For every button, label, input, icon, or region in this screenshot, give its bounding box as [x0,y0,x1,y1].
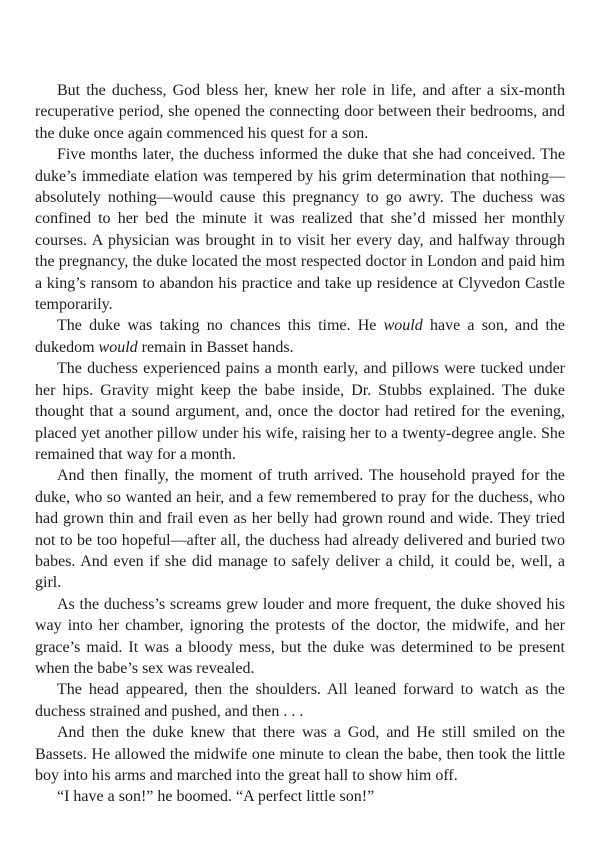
italic-text-run: would [98,338,138,356]
page-text [35,80,565,808]
text-run: The duke was taking no chances this time. He [57,317,384,335]
paragraph [35,315,565,358]
paragraph [35,358,565,465]
text-run: And then the duke knew that there was a God, and He still smiled on the Bassets. He allowed the midwife one minute to clean the babe, then took the little boy into his arms and marched into the great hall to show him off. [35,724,565,784]
text-run: “I have a son!” he boomed. “A perfect little son!” [57,788,375,806]
text-run: remain in Basset hands. [137,338,294,356]
italic-text-run: would [383,317,423,335]
text-run: And then finally, the moment of truth arrived. The household prayed for the duke, who so wanted an heir, and a few remembered to pray for the duchess, who had grown thin and frail even as her belly had grown round and wide. They tried not to be too hopeful—after all, the duchess had already delivered and buried two babes. And even if she did manage to safely deliver a child, it could be, well, a girl. [35,467,565,592]
paragraph [35,594,565,680]
text-run: But the duchess, God bless her, knew her role in life, and after a six-month recuperative period, she opened the connecting door between their bedrooms, and the duke once again commenced his quest for a son. [35,82,565,142]
text-run: The duchess experienced pains a month early, and pillows were tucked under her hips. Gravity might keep the babe inside, Dr. Stubbs explained. The duke thought that a sound argument, and, once the doctor had retired for the evening, placed yet another pillow under his wife, raising her to a twenty-degree angle. She remained that way for a month. [35,360,565,463]
paragraph [35,465,565,593]
paragraph [35,722,565,786]
paragraph [35,80,565,144]
text-run: As the duchess’s screams grew louder and more frequent, the duke shoved his way into her chamber, ignoring the protests of the doctor, the midwife, and her grace’s maid. It was a bloody mess, but the duke was determined to be present when the babe’s sex was revealed. [35,595,565,677]
paragraph [35,679,565,722]
paragraph [35,144,565,315]
text-run: Five months later, the duchess informed the duke that she had conceived. The duke’s immediate elation was tempered by his grim determination that nothing—absolutely nothing—would cause this pregnancy to go awry. The duchess was confined to her bed the minute it was realized that she’d missed her monthly courses. A physician was brought in to visit her every day, and halfway through the pregnancy, the duke located the most respected doctor in London and paid him a king’s ransom to abandon his practice and take up residence at Clyvedon Castle temporarily. [35,146,565,314]
paragraph [35,786,565,807]
text-run: The head appeared, then the shoulders. All leaned forward to watch as the duchess strained and pushed, and then . . . [35,681,565,720]
text-run: have a son, and the dukedom [35,317,565,356]
